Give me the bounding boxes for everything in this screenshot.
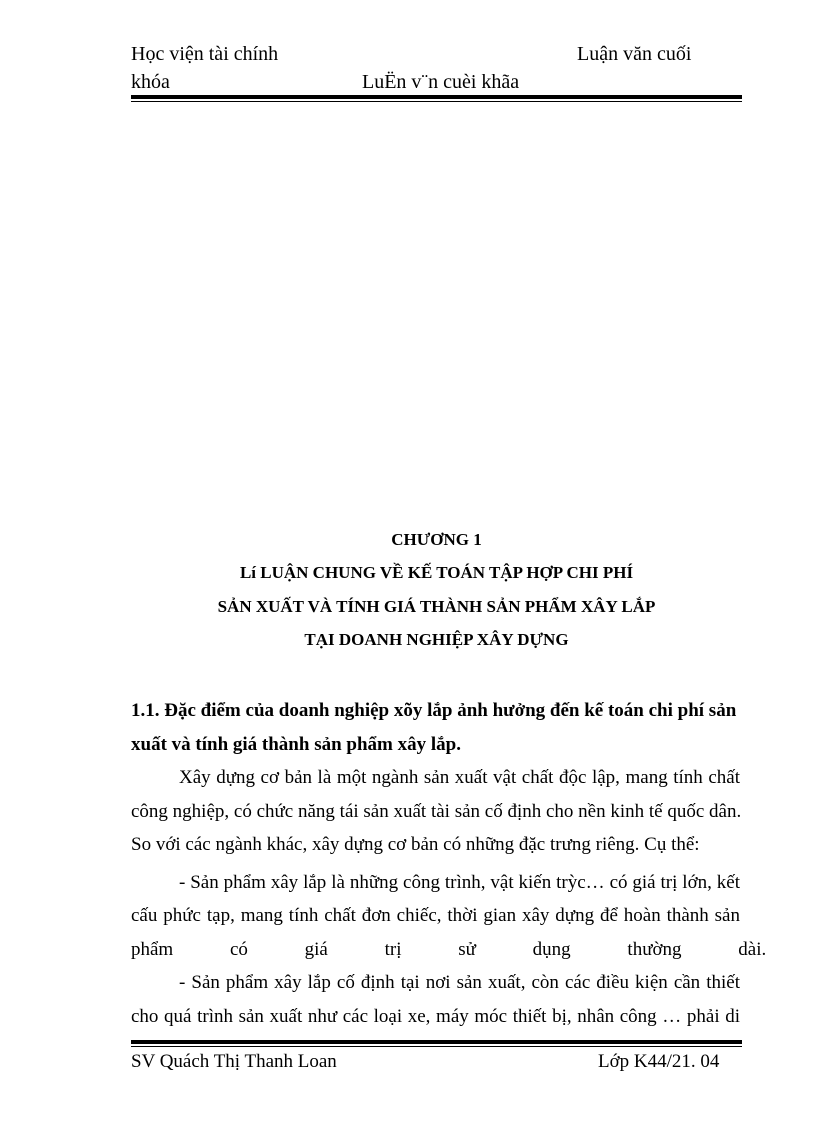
footer-student-name: SV Quách Thị Thanh Loan <box>131 1051 337 1072</box>
header-rule-thick <box>131 95 742 99</box>
paragraph-2-line-2: cấu phức tạp, mang tính chất đơn chiếc, thời gian xây dựng để hoàn thành sản <box>131 905 740 926</box>
footer-rule-thin <box>131 1046 742 1047</box>
footer-class-code: Lớp K44/21. 04 <box>598 1051 720 1072</box>
paragraph-2-line-1: - Sản phẩm xây lắp là những công trình, vật kiến trỳc… có giá trị lớn, kết <box>179 872 740 893</box>
chapter-title-line-2: SẢN XUẤT VÀ TÍNH GIÁ THÀNH SẢN PHẨM XÂY LẮP <box>217 597 656 616</box>
chapter-number: CHƯƠNG 1 <box>391 530 482 549</box>
header-garbled-title: LuËn v¨n cuèi khãa <box>362 71 520 93</box>
chapter-title-line-1: Lí LUẬN CHUNG VỀ KẾ TOÁN TẬP HỢP CHI PHÍ <box>239 563 634 582</box>
section-heading-line-1: 1.1. Đặc điểm của doanh nghiệp xõy lắp ảnh hưởng đến kế toán chi phí sản <box>131 700 737 721</box>
section-heading-line-2: xuất và tính giá thành sản phẩm xây lắp. <box>131 734 461 755</box>
paragraph-1-line-1: Xây dựng cơ bản là một ngành sản xuất vật chất độc lập, mang tính chất <box>179 767 740 788</box>
paragraph-3-line-1: - Sản phẩm xây lắp cố định tại nơi sản xuất, còn các điều kiện cần thiết <box>179 972 740 993</box>
paragraph-1-line-2: công nghiệp, có chức năng tái sản xuất tài sản cố định cho nền kinh tế quốc dân. <box>131 801 742 822</box>
footer-rule-thick <box>131 1040 742 1044</box>
paragraph-3-line-2: cho quá trình sản xuất như các loại xe, máy móc thiết bị, nhân công … phải di <box>131 1006 740 1027</box>
header-document-type: Luận văn cuối <box>577 43 692 65</box>
chapter-title-line-3: TẠI DOANH NGHIỆP XÂY DỰNG <box>304 630 569 649</box>
paragraph-1-line-3: So với các ngành khác, xây dựng cơ bản có những đặc trưng riêng. Cụ thể: <box>131 834 700 855</box>
header-school-name: Học viện tài chính <box>131 43 279 65</box>
paragraph-2-line-3: phẩm có giá trị sử dụng thường dài. <box>131 939 767 960</box>
header-school-name-cont: khóa <box>131 71 170 93</box>
header-rule-thin <box>131 101 742 102</box>
